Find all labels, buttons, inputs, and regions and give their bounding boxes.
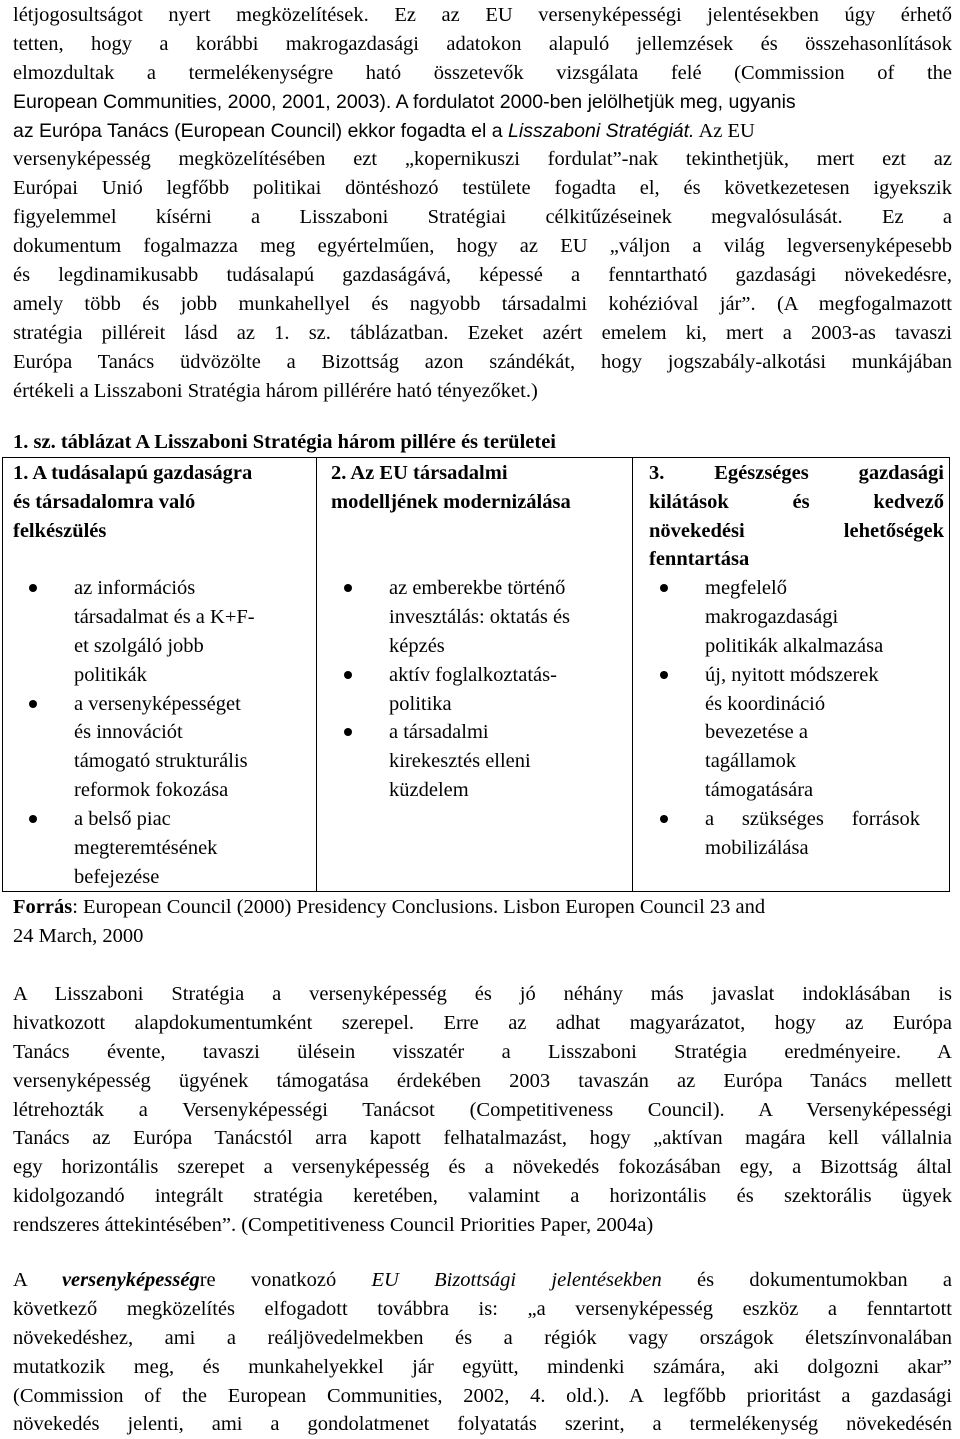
- bullet-icon: [29, 584, 37, 592]
- bullet-icon: [29, 700, 37, 708]
- column-list-2: [317, 574, 631, 805]
- text-line: dokumentum fogalmazza meg egyértelműen, hogy az EU „váljon a világ legversenyképesebb: [13, 235, 952, 258]
- source-line: Forrás: European Council (2000) Presidency Conclusions. Lisbon Europen Council 23 and: [13, 896, 766, 918]
- bullet-icon: [344, 584, 352, 592]
- list-item: a társadalmi kirekesztés elleni küzdelem: [317, 718, 631, 805]
- list-item: megfelelő makrogazdasági politikák alkalmazása: [633, 574, 949, 661]
- text-line: amely több és jobb munkahellyel és nagyobb társadalmi kohézióval jár”. (A megfogalmazott: [13, 292, 952, 315]
- table-source-note: [13, 893, 952, 951]
- text-line: A Lisszaboni Stratégia a versenyképesség és jó néhány más javaslat indoklásában is: [13, 983, 952, 1005]
- column-header-2: 2. Az EU társadalmi modelljének modernizálása: [331, 462, 571, 513]
- paragraph-2: [13, 980, 952, 1240]
- text-line: versenyképesség ügyének támogatása érdekében 2003 tavaszán az Európa Tanács mellett: [13, 1069, 952, 1092]
- text-line: Európai Unió legfőbb politikai döntéshozó testülete fogadta el, és következetesen igyekszik: [13, 177, 952, 200]
- text-line: Európa Tanács üdvözölte a Bizottság azon szándékát, hogy jogszabály-alkotási munkájában: [13, 350, 952, 373]
- column-header-1: 1. A tudásalapú gazdaságra és társadalomra való felkészülés: [13, 462, 253, 542]
- text-line: egy horizontális szerepet a versenyképesség és a növekedés fokozásában egy, a Bizottság által: [13, 1156, 952, 1179]
- paragraph-3: [13, 1266, 952, 1439]
- list-item: új, nyitott módszerek és koordináció bevezetése a tagállamok támogatására: [633, 661, 949, 805]
- text-line: és legdinamikusabb tudásalapú gazdaságává, képessé a fenntartható gazdasági növekedésre,: [13, 264, 952, 287]
- list-item: az információs társadalmat és a K+F- et szolgáló jobb politikák: [2, 574, 315, 690]
- list-item: a szükséges források mobilizálása: [633, 805, 949, 863]
- text-line: létjogosultságot nyert megközelítések. Ez az EU versenyképességi jelentésekben úgy érhető: [13, 4, 952, 26]
- list-item: a belső piac megteremtésének befejezése: [2, 805, 315, 892]
- column-list-3: [633, 574, 949, 863]
- text-line: mutatkozik meg, és munkahelyekkel jár együtt, mindenki számára, aki dolgozni akar”: [13, 1355, 952, 1378]
- bullet-icon: [660, 671, 668, 679]
- column-header-3: 3. Egészséges gazdasági kilátások és kedvező növekedési lehetőségek fenntartása: [649, 462, 944, 571]
- text-line: növekedéshez, ami a reáljövedelmekben és a régiók vagy országok életszínvonalában: [13, 1326, 952, 1349]
- intro-paragraph: [13, 1, 952, 405]
- bullet-icon: [344, 671, 352, 679]
- text-line: (Commission of the European Communities, 2002, 4. old.). A legfőbb prioritást a gazdasági: [13, 1384, 952, 1407]
- table-border-top: [2, 457, 950, 458]
- text-line: tetten, hogy a korábbi makrogazdasági adatokon alapuló jellemzések és összehasonlítások: [13, 32, 952, 55]
- text-line: A versenyképességre vonatkozó EU Bizottsági jelentésekben és dokumentumokban a: [13, 1269, 952, 1291]
- text-line: European Communities, 2000, 2001, 2003). A fordulatot 2000-ben jelölhetjük meg, ugyanis: [13, 90, 796, 113]
- text-line: versenyképesség megközelítésében ezt „kopernikuszi fordulat”-nak tekinthetjük, mert ezt az: [13, 148, 952, 171]
- column-list-1: [2, 574, 315, 892]
- text-line: Tanács évente, tavaszi ülésein visszatér a Lisszaboni Stratégia eredményeire. A: [13, 1040, 952, 1063]
- text-line: kidolgozandó integrált stratégia keretében, valamint a horizontális és szektorális ügyek: [13, 1185, 952, 1208]
- bullet-icon: [660, 584, 668, 592]
- pillars-table: [2, 457, 950, 892]
- source-line: 24 March, 2000: [13, 924, 144, 947]
- text-line: az Európa Tanács (European Council) ekkor fogadta el a Lisszaboni Stratégiát. Az EU: [13, 119, 755, 142]
- text-line: elmozdultak a termelékenységre ható összetevők vizsgálata felé (Commission of the: [13, 61, 952, 84]
- text-line: növekedés jelenti, ami a gondolatmenet folyatatás szerint, a termelékenység növekedésén: [13, 1413, 952, 1436]
- bullet-icon: [660, 815, 668, 823]
- text-line: következő megközelítés elfogadott továbbra is: „a versenyképesség eszköz a fenntartott: [13, 1297, 952, 1320]
- text-line: létrehozták a Versenyképességi Tanácsot (Competitiveness Council). A Versenyképességi: [13, 1098, 952, 1121]
- bullet-icon: [29, 815, 37, 823]
- list-item: a versenyképességet és innovációt támogató strukturális reformok fokozása: [2, 690, 315, 806]
- text-line: stratégia pilléreit lásd az 1. sz. táblázatban. Ezeket azért emelem ki, mert a 2003-as tavaszi: [13, 321, 952, 344]
- table-border-right: [949, 457, 950, 892]
- text-line: figyelemmel kísérni a Lisszaboni Stratégiai célkitűzéseinek megvalósulását. Ez a: [13, 206, 952, 229]
- list-item: aktív foglalkoztatás- politika: [317, 661, 631, 719]
- table-caption: 1. sz. táblázat A Lisszaboni Stratégia három pillére és területei: [13, 431, 556, 453]
- bullet-icon: [344, 728, 352, 736]
- list-item: az emberekbe történő invesztálás: oktatás és képzés: [317, 574, 631, 661]
- text-line: rendszeres áttekintésében”. (Competitiveness Council Priorities Paper, 2004a): [13, 1214, 654, 1237]
- text-line: értékeli a Lisszaboni Stratégia három pillérére ható tényezőket.): [13, 379, 538, 402]
- text-line: hivatkozott alapdokumentumként szerepel. Erre az adhat magyarázatot, hogy az Európa: [13, 1011, 952, 1034]
- text-line: Tanács az Európa Tanácstól arra kapott felhatalmazást, hogy „aktívan magára kell vállalnia: [13, 1127, 952, 1150]
